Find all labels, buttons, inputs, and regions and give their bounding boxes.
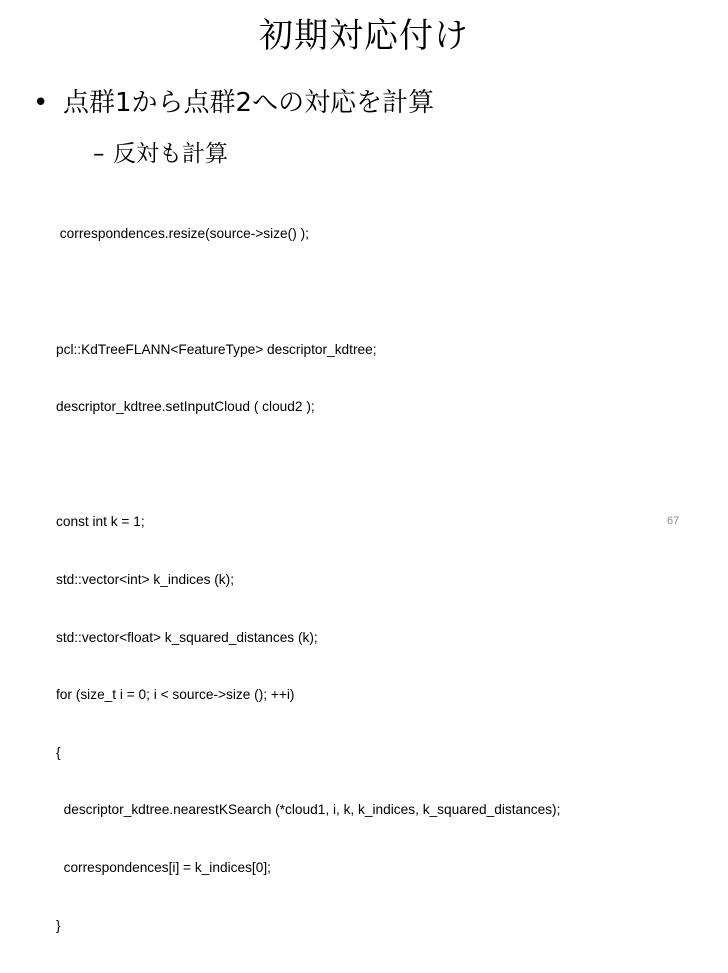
code-line: [56, 282, 560, 301]
sub-bullet-item: [93, 137, 228, 171]
code-line: correspondences[i] = k_indices[0];: [56, 859, 271, 875]
code-line: pcl::KdTreeFLANN<FeatureType> descriptor_kdtree;: [56, 341, 377, 357]
code-line: }: [56, 917, 61, 933]
sub-bullet-text: 反対も計算: [113, 141, 228, 167]
code-line: for (size_t i = 0; i < source->size (); ++i): [56, 687, 295, 703]
code-line: std::vector<int> k_indices (k);: [56, 571, 235, 587]
sub-bullet-marker: –: [93, 141, 105, 167]
code-line: descriptor_kdtree.nearestKSearch (*cloud1, i, k, k_indices, k_squared_distances);: [56, 802, 561, 818]
code-line: [56, 455, 560, 474]
code-line: descriptor_kdtree.setInputCloud ( cloud2 );: [56, 399, 315, 415]
code-line: {: [56, 744, 61, 760]
code-line: const int k = 1;: [56, 514, 145, 530]
page-number: 67: [667, 515, 680, 527]
bullet-item-1: [33, 84, 434, 122]
bullet-marker: •: [33, 88, 49, 118]
code-line: correspondences.resize(source->size() );: [56, 226, 309, 242]
bullet-text-1: 点群1から点群2への対応を計算: [63, 88, 435, 118]
code-block: [56, 186, 560, 973]
slide-title: 初期対応付け: [259, 16, 469, 56]
code-line: std::vector<float> k_squared_distances (k);: [56, 629, 318, 645]
